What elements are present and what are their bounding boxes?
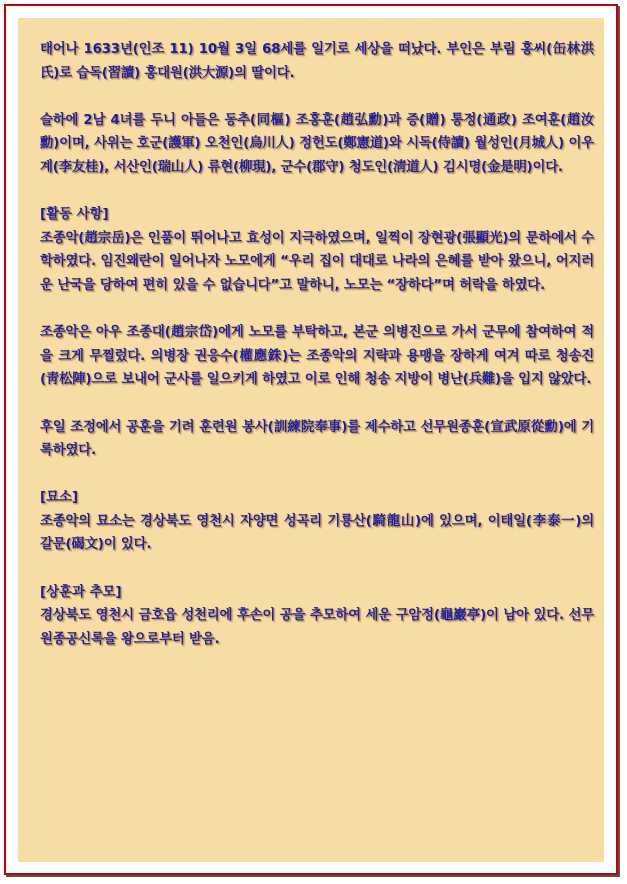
section-heading-honor: [상훈과 추모] <box>40 584 122 600</box>
intro-paragraph-death: 태어나 1633년(인조 11) 10월 3일 68세를 일기로 세상을 떠났다. 부인은 부림 홍씨(缶林洪氏)로 습독(習讀) 홍대원(洪大源)의 딸이다. <box>40 42 594 81</box>
spacer <box>40 463 594 487</box>
section-heading-activity: [활동 사항] <box>40 207 109 223</box>
intro-paragraph-family: 슬하에 2남 4녀를 두니 아들은 동추(同樞) 조홍훈(趙弘勳)과 증(贈) 통정(通政) 조여훈(趙汝勳)이며, 사위는 호군(護軍) 오천인(烏川人) 정헌도(鄭憲道)와 시독(侍讀) 월성인(月城人) 이우계(李友桂), 서산인(瑞山人) 류현(柳現), 군수(郡守) 청도인(淸道人) 김시명(金是明)이다. <box>40 112 594 175</box>
tomb-paragraph: 조종악의 묘소는 경상북도 영천시 자양면 성곡리 기룡산(騎龍山)에 있으며, 이태일(李泰一)의 갈문(碣文)이 있다. <box>40 513 594 553</box>
spacer <box>40 298 594 322</box>
content-panel <box>18 18 604 862</box>
page-frame <box>4 4 618 875</box>
spacer <box>40 392 594 416</box>
spacer <box>40 557 594 581</box>
spacer <box>40 85 594 109</box>
activity-paragraph-1: 조종악(趙宗岳)은 인품이 뛰어나고 효성이 지극하였으며, 일찍이 장현광(張顯光)의 문하에서 수학하였다. 임진왜란이 일어나자 노모에게 “우리 집이 대대로 나라의 은혜를 받아 왔으니, 어지러운 난국을 당하여 편히 있을 수 없습니다”고 말하니, 노모는 “장하다”며 허락을 하였다. <box>40 230 594 293</box>
honor-paragraph: 경상북도 영천시 금호읍 성천리에 후손이 공을 추모하여 세운 구암정(龜巖亭)이 남아 있다. 선무원종공신록을 왕으로부터 받음. <box>40 608 594 647</box>
spacer <box>40 180 594 204</box>
section-heading-tomb: [묘소] <box>40 490 79 506</box>
activity-paragraph-2: 조종악은 아우 조종대(趙宗岱)에게 노모를 부탁하고, 본군 의병진으로 가서 군무에 참여하여 적을 크게 무찔렀다. 의병장 권응수(權應銖)는 조종악의 지략과 용맹을 장하게 여겨 따로 청송진(靑松陣)으로 보내어 군사를 일으키게 하였고 이로 인해 청송 지방이 병난(兵難)을 입지 않았다. <box>40 325 594 388</box>
activity-paragraph-3: 후일 조정에서 공훈을 기려 훈련원 봉사(訓練院奉事)를 제수하고 선무원종훈(宣武原從勳)에 기록하였다. <box>40 419 594 459</box>
